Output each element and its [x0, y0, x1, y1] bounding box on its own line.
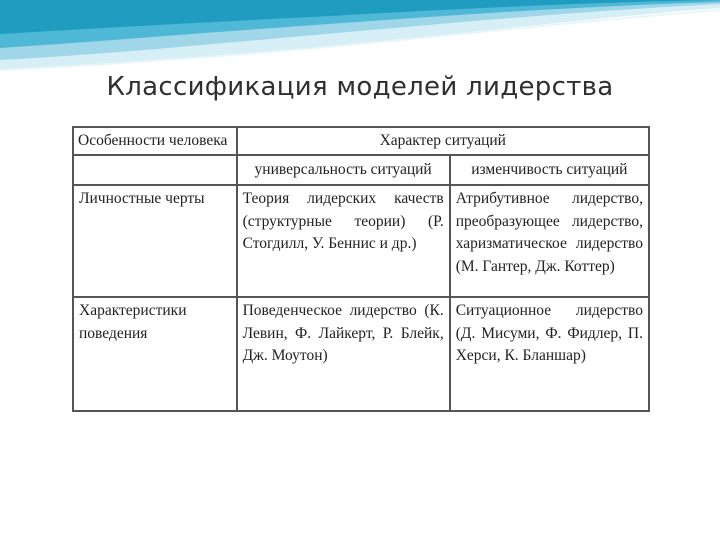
row-label-behavior: Характеристики поведения: [73, 297, 237, 411]
cell-behavioral-leadership: Поведенческое лидерство (К. Левин, Ф. Лайкерт, Р. Блейк, Дж. Моутон): [237, 297, 450, 411]
header-empty-cell: [73, 155, 237, 185]
header-variability: изменчивость ситуаций: [450, 155, 649, 185]
cell-attributive-leadership: Атрибутивное лидерство, преобразующее лидерство, харизматическое лидерство (М. Гантер, Дж. Коттер): [450, 185, 649, 297]
cell-situational-leadership: Ситуационное лидерство (Д. Мисуми, Ф. Фидлер, П. Херси, К. Бланшар): [450, 297, 649, 411]
header-universality: универсальность ситуаций: [237, 155, 450, 185]
row-label-personal-traits: Личностные черты: [73, 185, 237, 297]
slide-title: Классификация моделей лидерства: [106, 72, 614, 102]
leadership-models-table: [72, 126, 650, 412]
wave-header-decoration: [0, 0, 720, 80]
header-human-features: Особенности человека: [73, 127, 237, 155]
cell-trait-theory: Теория лидерских качеств (структурные теории) (Р. Стогдилл, У. Беннис и др.): [237, 185, 450, 297]
header-situation-character: Характер ситуаций: [237, 127, 649, 155]
